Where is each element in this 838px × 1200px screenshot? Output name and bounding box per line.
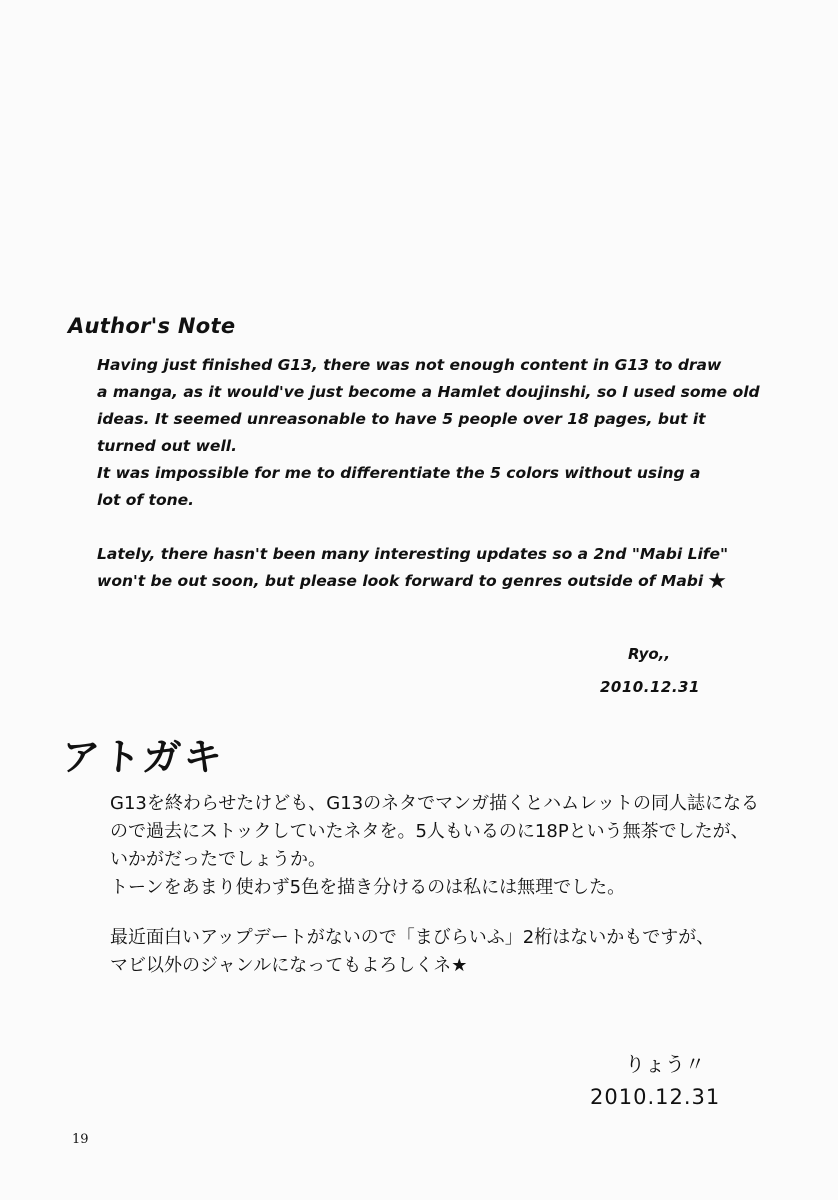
english-line: turned out well. (97, 437, 237, 455)
english-line: Having just finished G13, there was not enough content in G13 to draw (97, 356, 722, 374)
japanese-signature: りょう〃 (625, 1052, 705, 1076)
english-line-text: won't be out soon, but please look forward to genres outside of Mabi (97, 572, 704, 590)
paragraph-gap (110, 902, 810, 924)
english-note-body (97, 352, 760, 595)
japanese-date: 2010.12.31 (590, 1085, 721, 1109)
japanese-line: ので過去にストックしていたネタを。5人もいるのに18Pという無茶でしたが、 (110, 821, 749, 842)
english-line-last (97, 568, 757, 595)
japanese-line: G13を終わらせたけども、G13のネタでマンガ描くとハムレットの同人誌になる (110, 793, 759, 814)
english-line: It was impossible for me to differentiate the 5 colors without using a (97, 464, 701, 482)
japanese-note-body (110, 790, 810, 980)
page-number: 19 (72, 1132, 89, 1147)
english-line: lot of tone. (97, 491, 195, 509)
english-line: Lately, there hasn't been many interesting updates so a 2nd "Mabi Life" (97, 545, 729, 563)
japanese-line: トーンをあまり使わず5色を描き分けるのは私には無理でした。 (110, 877, 626, 898)
english-date: 2010.12.31 (600, 678, 700, 696)
japanese-line: マビ以外のジャンルになってもよろしくネ★ (110, 955, 468, 976)
japanese-line: いかがだったでしょうか。 (110, 849, 326, 870)
japanese-line: 最近面白いアップデートがないので「まびらいふ」2桁はないかもですが、 (110, 927, 715, 948)
english-title: Author's Note (68, 314, 236, 338)
english-line: ideas. It seemed unreasonable to have 5 people over 18 pages, but it (97, 410, 706, 428)
english-signature: Ryo,, (628, 645, 671, 663)
japanese-title: アトガキ (60, 735, 227, 779)
paragraph-gap (97, 514, 757, 541)
star-icon: ★ (707, 569, 727, 594)
english-line: a manga, as it would've just become a Hamlet doujinshi, so I used some old (97, 383, 760, 401)
